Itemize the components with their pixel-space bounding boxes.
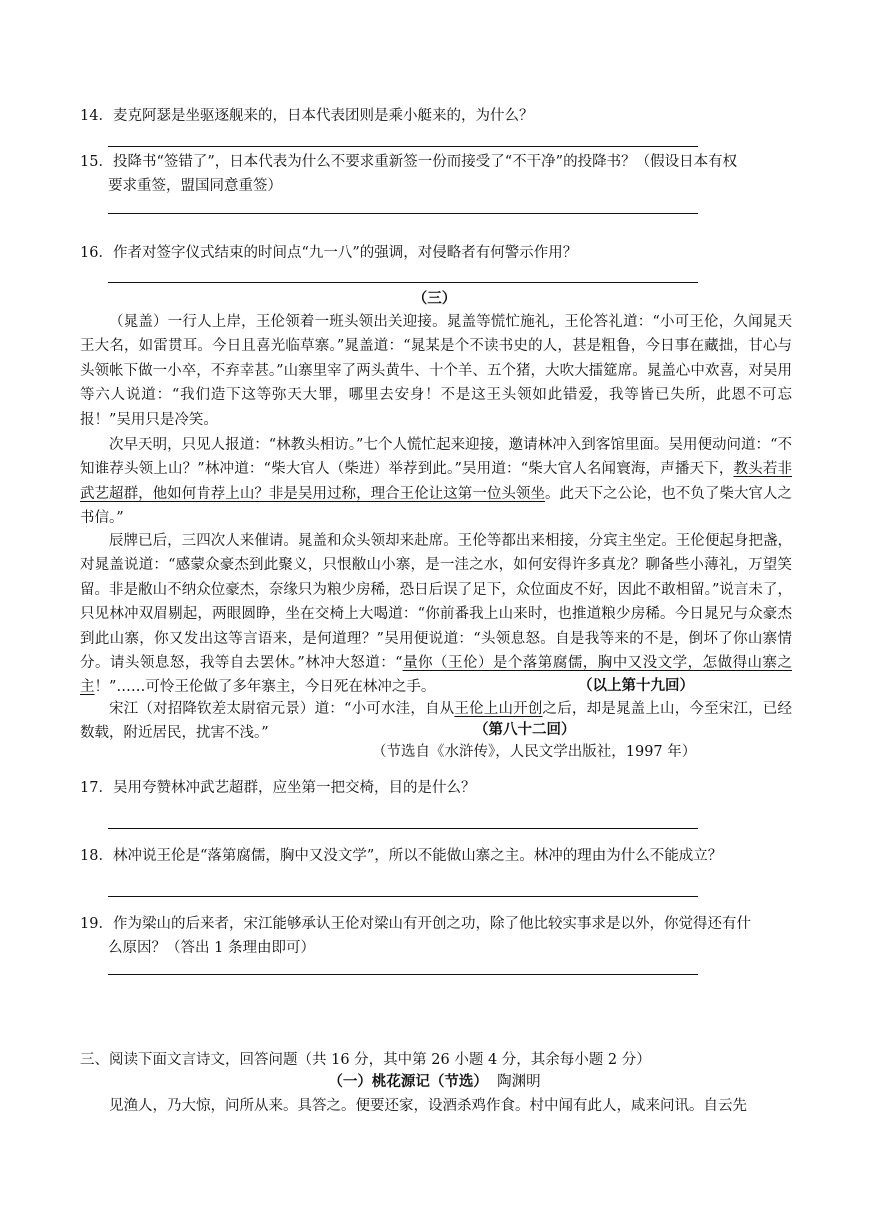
source-note: （节选自《水浒传》，人民文学出版社，1997 年） bbox=[372, 744, 697, 760]
p3-underlined: 量你（王伦）是个落第腐儒，胸中又没文学，怎做得山寨之主 bbox=[80, 655, 793, 696]
question-14: 14．麦克阿瑟是坐驱逐舰来的，日本代表团则是乘小艇来的，为什么？ bbox=[80, 108, 534, 124]
question-17: 17．吴用夸赞林冲武艺超群，应坐第一把交椅，目的是什么？ bbox=[80, 780, 476, 796]
answer-line-16[interactable] bbox=[108, 282, 698, 283]
p2-underlined: 教头若非武艺超群，他如何肯荐上山？非是吴用过称，理合王伦让这第一位头领坐 bbox=[80, 461, 793, 502]
question-15-line1: 15．投降书“签错了”，日本代表为什么不要求重新签一份而接受了“不干净”的投降书？（假设日本有权 bbox=[80, 154, 738, 170]
passage-paragraph-2 bbox=[80, 433, 792, 531]
question-18: 18．林冲说王伦是“落第腐儒，胸中又没文学”，所以不能做山寨之主。林冲的理由为什么不能成立？ bbox=[80, 848, 723, 864]
question-16: 16．作者对签字仪式结束的时间点“九一八”的强调，对侵略者有何警示作用？ bbox=[80, 245, 578, 261]
question-19 bbox=[80, 912, 795, 960]
section-heading: （三） bbox=[412, 290, 457, 307]
p4-text-b: 之后，却是晁盖上山，今至宋江，已经数载，附近居民，扰害不浅。” bbox=[80, 701, 792, 742]
question-19-line2: 么原因？（答出 1 条理由即可） bbox=[108, 940, 315, 956]
p2-text-a: 次早天明，只见人报道：“林教头相访。”七个人慌忙起来迎接，邀请林冲入到客馆里面。吴用便动问道：“不知谁荐头领上山？”林冲道：“柴大官人（柴进）举荐到此。”吴用道：“柴大官人名闻寰海，声播天下， bbox=[80, 437, 792, 478]
passage-paragraph-1: （晁盖）一行人上岸，王伦领着一班头领出关迎接。晁盖等慌忙施礼，王伦答礼道：“小可王伦，久闻晁天王大名，如雷贯耳。今日且喜光临草寨。”晁盖道：“晁某是个不读书史的人，甚是粗鲁，今日事在藏拙，甘心与头领帐下做一小卒，不弃幸甚。”山寨里宰了两头黄牛、十个羊、五个猪，大吹大擂筵席。晁盖心中欢喜，对吴用等六人说道：“我们造下这等弥天大罪，哪里去安身！不是这王头领如此错爱，我等皆已失所，此恩不可忘报！”吴用只是冷笑。 bbox=[80, 314, 792, 428]
answer-line-18[interactable] bbox=[108, 896, 698, 897]
question-15-line2: 要求重签，盟国同意重签） bbox=[108, 178, 282, 194]
p3-text-b: ！”……可怜王伦做了多年寨主，今日死在林冲之手。 bbox=[94, 679, 436, 696]
p4-underlined: 王伦上山开创 bbox=[454, 701, 543, 717]
answer-line-19[interactable] bbox=[108, 974, 698, 975]
subtitle-title: （一）桃花源记（节选） bbox=[328, 1073, 488, 1090]
question-15 bbox=[80, 150, 795, 198]
answer-line-15[interactable] bbox=[108, 213, 698, 214]
classical-text: 见渔人，乃大惊，问所从来。具答之。便要还家，设酒杀鸡作食。村中闻有此人，咸来问讯。自云先 bbox=[109, 1098, 747, 1114]
part-3-subtitle bbox=[0, 1071, 869, 1093]
answer-line-17[interactable] bbox=[108, 828, 698, 829]
p2-text-b: 。此天下之公论，也不负了柴大官人之书信。” bbox=[80, 485, 792, 527]
subtitle-author: 陶渊明 bbox=[497, 1074, 541, 1090]
part-3-heading: 三、阅读下面文言诗文，回答问题（共 16 分，其中第 26 小题 4 分，其余每小题 2 分） bbox=[80, 1052, 651, 1068]
passage-paragraph-4 bbox=[80, 697, 792, 746]
chapter-82-note: （第八十二回） bbox=[474, 721, 576, 738]
p4-text-a: 宋江（对招降钦差太尉宿元景）道：“小可水洼，自从 bbox=[109, 701, 455, 717]
chapter-19-note: （以上第十九回） bbox=[578, 677, 694, 694]
answer-line-14[interactable] bbox=[108, 146, 698, 147]
p3-text-a: 辰牌已后，三四次人来催请。晁盖和众头领却来赴席。王伦等都出来相接，分宾主坐定。王伦便起身把盏，对晁盖说道：“感蒙众豪杰到此聚义，只恨敝山小寨，是一洼之水，如何安得许多真龙？聊备些小薄礼，万望笑留。非是敝山不纳众位豪杰，奈缘只为粮少房稀，恐日后误了足下，众位面皮不好，因此不敢相留。”说言未了，只见林冲双眉剔起，两眼圆睁，坐在交椅上大喝道：“你前番我上山来时，也推道粮少房稀。今日晁兄与众豪杰到此山寨，你又发出这等言语来，是何道理？”吴用便说道：“头领息怒。自是我等来的不是，倒坏了你山寨情分。请头领息怒，我等自去罢休。”林冲大怒道：“ bbox=[80, 533, 792, 672]
question-19-line1: 19．作为梁山的后来者，宋江能够承认王伦对梁山有开创之功，除了他比较实事求是以外，你觉得还有什 bbox=[80, 916, 751, 932]
